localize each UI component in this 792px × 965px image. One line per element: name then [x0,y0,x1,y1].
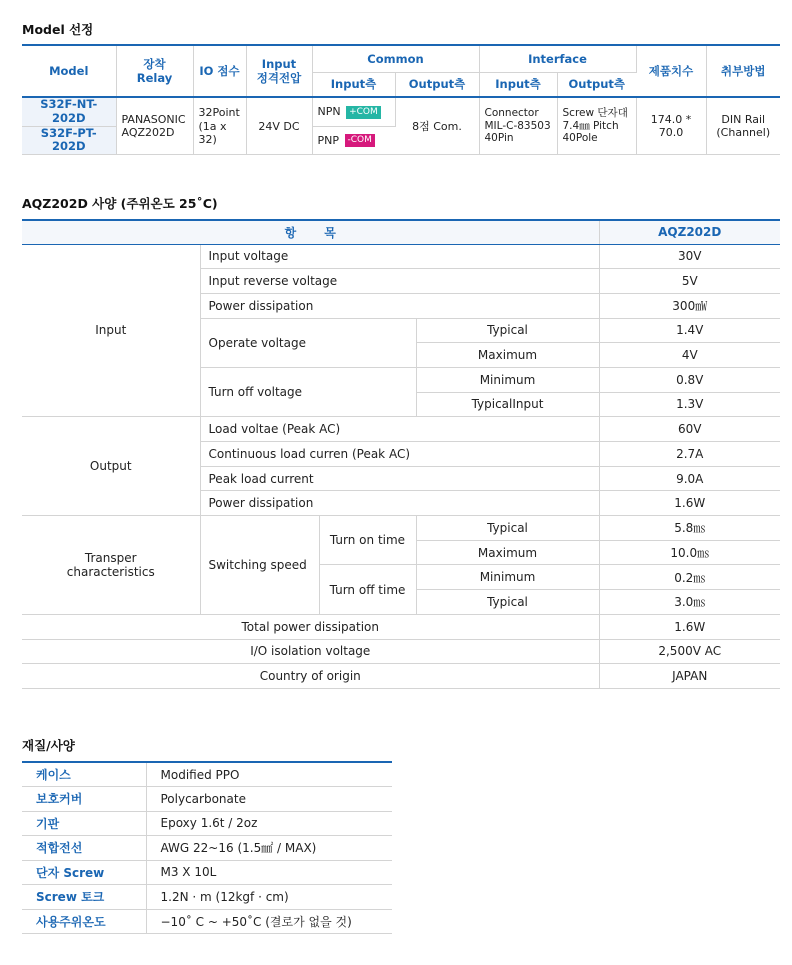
material-key: 적합전선 [22,836,146,861]
spec-condition: Minimum [416,367,599,392]
model-name: S32F-PT-202D [22,126,116,155]
spec-subitem: Turn on time [319,516,416,565]
size-cell: 174.0 * 70.0 [636,97,706,155]
material-key: 케이스 [22,762,146,787]
material-row [22,811,392,836]
spec-header-item: 항목 [22,220,599,244]
header-model: Model [22,45,116,97]
spec-condition: Typical [416,318,599,343]
spec-item: Input reverse voltage [200,269,599,294]
material-value: −10˚ C ~ +50˚C (결로가 없을 것) [146,909,392,934]
spec-item: Turn off voltage [200,367,416,416]
spec-item: Power dissipation [200,293,599,318]
spec-subitem: Turn off time [319,565,416,614]
header-relay: 장착 Relay [116,45,193,97]
spec-value: 5V [599,269,780,294]
header-common-output: Output측 [395,72,479,97]
header-mount: 취부방법 [706,45,780,97]
header-io: IO 점수 [193,45,246,97]
plus-com-badge: +COM [346,106,381,119]
interface-input-cell: Connector MIL-C-83503 40Pin [479,97,557,155]
header-common-input: Input측 [312,72,395,97]
spec-item: Operate voltage [200,318,416,367]
spec-item: Peak load current [200,466,599,491]
spec-value: 5.8㎳ [599,516,780,541]
material-value: Modified PPO [146,762,392,787]
spec-value: JAPAN [599,664,780,689]
material-key: 보호커버 [22,787,146,812]
spec-item: Power dissipation [200,491,599,516]
spec-condition: TypicalInput [416,392,599,417]
spec-value: 60V [599,417,780,442]
spec-value: 1.6W [599,491,780,516]
spec-condition: Minimum [416,565,599,590]
spec-condition: Typical [416,516,599,541]
spec-condition: Typical [416,590,599,615]
spec-value: 2,500V AC [599,639,780,664]
spec-item: I/O isolation voltage [22,639,599,664]
spec-value: 1.4V [599,318,780,343]
spec-value: 0.8V [599,367,780,392]
common-input-npn [312,97,395,126]
material-section-title: 재질/사양 [22,738,75,753]
common-output-cell: 8점 Com. [395,97,479,155]
material-key: 단자 Screw [22,860,146,885]
spec-condition: Maximum [416,343,599,368]
material-key: 기판 [22,811,146,836]
spec-section-title: AQZ202D 사양 (주위온도 25˚C) [22,196,218,211]
voltage-cell: 24V DC [246,97,312,155]
material-row [22,836,392,861]
model-name: S32F-NT-202D [22,97,116,126]
spec-value: 1.3V [599,392,780,417]
spec-value: 300㎽ [599,293,780,318]
material-value: M3 X 10L [146,860,392,885]
material-value: Epoxy 1.6t / 2oz [146,811,392,836]
spec-value: 10.0㎳ [599,540,780,565]
material-row [22,787,392,812]
material-value: 1.2N · m (12kgf · cm) [146,885,392,910]
material-row [22,860,392,885]
model-section-title: Model 선정 [22,22,94,37]
interface-output-cell: Screw 단자대 7.4㎜ Pitch 40Pole [557,97,636,155]
model-table [22,44,780,155]
spec-value: 3.0㎳ [599,590,780,615]
material-key: 사용주위온도 [22,909,146,934]
mount-cell: DIN Rail (Channel) [706,97,780,155]
spec-item: Country of origin [22,664,599,689]
material-table [22,761,392,934]
relay-cell: PANASONIC AQZ202D [116,97,193,155]
spec-header-value: AQZ202D [599,220,780,244]
spec-item: Total power dissipation [22,614,599,639]
io-cell: 32Point (1a x 32) [193,97,246,155]
spec-value: 1.6W [599,614,780,639]
spec-item: Continuous load curren (Peak AC) [200,442,599,467]
header-common: Common [312,45,479,72]
header-interface-input: Input측 [479,72,557,97]
material-key: Screw 토크 [22,885,146,910]
spec-value: 2.7A [599,442,780,467]
header-interface-output: Output측 [557,72,636,97]
spec-table [22,219,780,689]
spec-category-transfer: Transper characteristics [22,516,200,615]
header-size: 제품치수 [636,45,706,97]
minus-com-badge: -COM [345,134,375,147]
header-interface: Interface [479,45,636,72]
spec-item: Switching speed [200,516,319,615]
spec-value: 9.0A [599,466,780,491]
material-row [22,762,392,787]
spec-item: Input voltage [200,244,599,269]
material-value: Polycarbonate [146,787,392,812]
header-input-voltage: Input 정격전압 [246,45,312,97]
spec-category-input: Input [22,244,200,417]
spec-value: 30V [599,244,780,269]
spec-category-output: Output [22,417,200,516]
common-type: NPN [317,105,341,119]
spec-value: 0.2㎳ [599,565,780,590]
material-row [22,909,392,934]
common-type: PNP [317,133,339,147]
common-input-pnp [312,126,395,155]
spec-condition: Maximum [416,540,599,565]
spec-item: Load voltae (Peak AC) [200,417,599,442]
material-row [22,885,392,910]
material-value: AWG 22~16 (1.5㎟ / MAX) [146,836,392,861]
spec-value: 4V [599,343,780,368]
